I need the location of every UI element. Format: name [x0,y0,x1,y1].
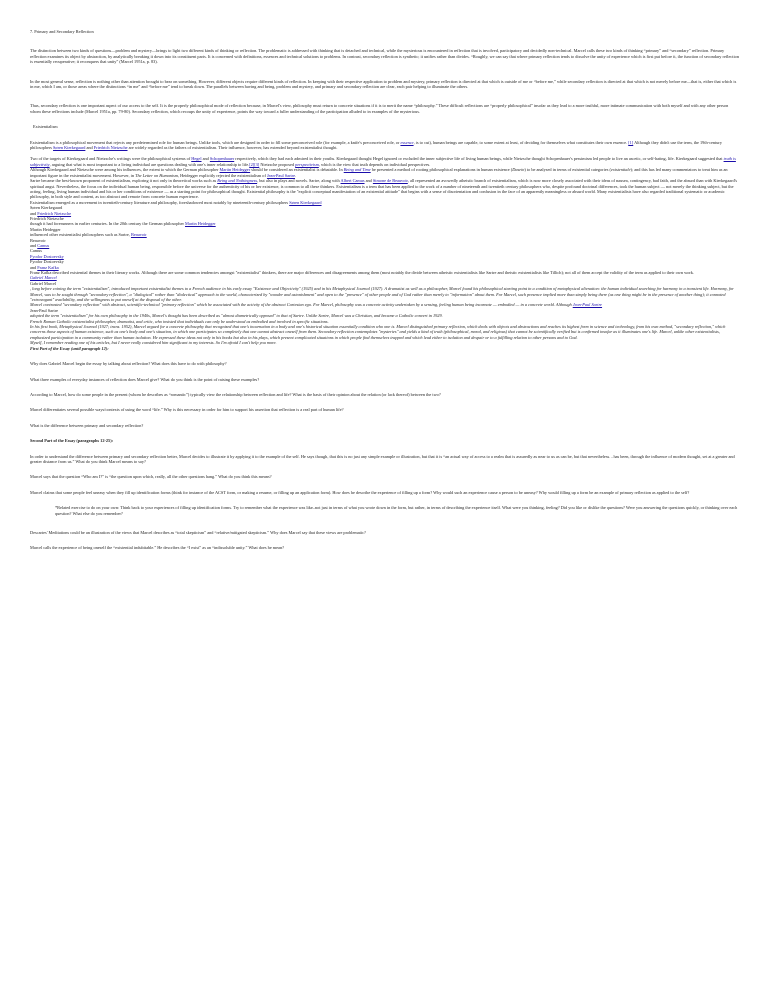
link-nietzsche[interactable]: Friedrich Nietzsche [93,145,128,151]
intro-paragraph-1: The distinction between two kinds of questions—problem and mystery—brings to light two different kinds of thinking or reflection. The problematic is addressed with thinking that is detached and technical, while the mysterious is encountered in reflection that is involved, participatory and decidedly non-technical. Marcel calls these two kinds of thinking “primary” and “secondary” reflection. Primary reflection examines its object by abstraction, by analytically breaking it down into its constituent parts. It is concerned with definitions, essences and technical solutions to problems. In contrast, secondary reflection is synthetic; it unifies rather than divides. “Roughly, we can say that where primary reflection tends to dissolve the unity of experience which is first put before it, the function of secondary reflection is essentially recuperative; it reconquers that unity” (Marcel 1951a, p. 83). [30,48,739,65]
link-truth-is-subjectivity[interactable]: truth is subjectivity [30,156,736,167]
text: Marcel contrasted "secondary reflection" with abstract, scientific-technical "primary reflection" which he associated with the activity of the abstract Cartesian ego. For Marcel, philosophy was a concrete activity undertaken by a sensing, feeling human being incarnate — embodied — in a concrete world. Although [30,302,573,308]
link-beauvoir-2[interactable]: Beauvoir [130,232,147,238]
text: and [201,156,210,162]
question: Why does Gabriel Marcel begin the essay by talking about reflection? What does this have to do with philosophy? [30,361,227,367]
text: , but also in plays and novels. Sartre, along with [257,178,341,184]
link-kafka[interactable]: Franz Kafka [37,264,59,270]
existentialism-paragraph-4 [30,178,740,200]
question: Marcel calls the experience of being oneself the “existential indubitable.” He describes the “I exist” as an “indissoluble unity.” What does he mean? [30,545,285,551]
text: are widely regarded as the fathers of existentialism. Their influence, however, has extended beyond existentialist thought. [127,145,338,151]
fragment-line: Søren Kierkegaard [30,205,63,211]
existentialism-paragraph-2 [30,156,740,167]
link-marcel[interactable]: Gabriel Marcel [30,275,57,281]
text: existentiale [610,167,631,173]
question: Marcel claims that some people feel uneasy when they fill up identification forms (think for instance of the ACST form, or making a resume, or filling up an application form). How does he describe the experience of filling up a form? Why would such an experience cause a person to be uneasy? Why would filling up a form be an example of primary reflection as applied to the self? [30,489,690,495]
text: Although they didn't use the term, the 19th-century philosophers [30,139,722,151]
text: and [364,178,373,184]
link-nietzsche-2[interactable]: Friedrich Nietzsche [37,210,72,216]
question: Descartes' Meditations could be an illustration of the views that Marcel describes as “total skepticism” and “relative/mitigated skepticism.” Why does Marcel say that these views are problematic? [30,529,366,535]
fragment-line: Beauvoir [30,237,46,243]
essay-part-2-title: Second Part of the Essay (paragraphs 12-25): [30,438,114,444]
link-essence[interactable]: essence [400,139,414,145]
existentialism-paragraph-1 [30,140,740,151]
footnote-link-2[interactable]: [2][3] [249,161,260,167]
question: According to Marcel, how do some people in the present (whom he describes as “romantic”) typically view the relationship between reflection and life? What is the basis of their opinion about the relation (or lack thereof) between the two? [30,391,441,397]
text: ); and this has led many commentators to treat him as an important figure in the existentialist movement. However, in [30,167,728,178]
text: should be considered an existentialist is debatable. In [250,167,344,173]
link-kierkegaard[interactable]: Søren Kierkegaard [53,145,86,151]
intro-paragraph-3: Thus, secondary reflection is one important aspect of our access to the self. It is the properly philosophical mode of reflection because, in Marcel's view, philosophy must return to concrete situations if it is to merit the name “philosophy.” These difficult reflections are “properly philosophical” insofar as they lead to a more truthful, more intimate communication with both myself and with any other person whom these reflections include (Marcel 1951a, pp. 79-80). Secondary reflection, which recoups the unity of experience, points the way toward a fuller understanding of the participation alluded to in examples of the mysterious. [30,103,729,114]
fragment-line: Martin Heidegger [30,226,61,232]
text: The Letter on Humanism [135,172,178,178]
link-sartre[interactable]: Jean-Paul Sartre [266,172,295,178]
intro-paragraph-2: In the most general sense, reflection is nothing other than attention brought to bear on something. However, different objects require different kinds of reflection. In keeping with their respective application to problem and mystery, primary reflection is directed at that which is outside of me or “before me,” while secondary reflection is directed at that which is not merely before me—that is, either that which is in me, which I am, or those areas where the distinctions “in me” and “before me” tend to break down. The parallels between having and being, problem and mystery, and primary and secondary reflection are clear, each pair helping to illuminate the others. [30,78,737,90]
link-camus[interactable]: Albert Camus [340,178,365,184]
fragment-line: Camus [30,248,42,254]
fragment-line: Friedrich Nietzsche [30,215,64,221]
text: and [30,242,38,248]
link-heidegger[interactable]: Martin Heidegger [219,167,251,173]
essay-part-1-title: First Part of the Essay (until paragraph 12): [30,345,109,351]
text: Although Kierkegaard and Nietzsche were among his influences, the extent to which the German philosopher [30,167,220,173]
link-schopenhauer[interactable]: Schopenhauer [209,156,235,162]
text: Existentialism is a philosophical movement that rejects any predetermined role for human beings. Unlike tools, which are designed in order to fill some preconceived role (for example, a knife's preconceived role, or [30,139,401,145]
text: . [295,172,297,178]
text: , Heidegger explicitly rejected the existentialism of [177,172,267,178]
text: and [30,210,38,216]
text: , which is the view that truth depends on individual perspectives. [318,161,431,167]
link-being-and-nothingness[interactable]: Being and Nothingness [217,178,258,184]
link-camus-2[interactable]: Camus [37,242,50,248]
existentialism-title: Existentialism [33,124,58,130]
text: respectively, which they had each admired in their youths. Kierkegaard thought Hegel ignored or excluded the inner subjective life of living human beings, while Nietzsche thought Schopenhauer's pessimism led people to live an ascetic, or self-hating, life. Kierkegaard suggested that [234,156,724,162]
text: Dasein [512,167,525,173]
link-hegel[interactable]: Hegel [191,156,202,162]
fragment-paragraph: In his first book, Metaphysical Journal (1927; trans. 1952), Marcel argued for a concrete philosophy that recognized that one's incarnation in a body and one's historical situation essentially condition who one is. Marcel distinguished primary reflection, which deals with objects and abstractions and reaches its highest form in science and technology, from his own method, "secondary reflection," which concerns those aspects of human existence, such as one's body and one's situation, in which one participates so completely that one cannot abstract oneself from them. Secondary reflection contemplates "mysteries" and yields a kind of truth (philosophical, moral, and religious) that cannot be scientifically verified but is confirmed insofar as it illuminates one's life. Marcel, unlike other existentialists, emphasized participation in a community rather than human isolation. He expressed these ideas not only in his books but also in his plays, which present complicated situations in which people find themselves trapped and which lead either to isolation and despair or to a fulfilling relation to other persons and to God. [30,324,726,340]
link-dostoevsky[interactable]: Fyodor Dostoevsky [30,253,64,259]
link-heidegger-2[interactable]: Martin Heidegger [185,221,216,227]
link-beauvoir[interactable]: Simone de Beauvoir [372,178,408,184]
fragment-paragraph: , long before coining the term "existentialism", introduced important existentialist themes to a French audience in his early essay "Existence and Objectivity" (1925) and in his Metaphysical Journal (1927). A dramatist as well as a philosopher, Marcel found his philosophical starting point in a condition of metaphysical alienation: the human individual searching for harmony in a transient life. Harmony, for Marcel, was to be sought through "secondary reflection", a "dialogical" rather than "dialectical" approach to the world, characterized by "wonder and astonishment" and open to the "presence" of other people and of God rather than merely to "information" about them. For Marcel, such presence implied more than simply being there (as one thing might be in the presence of another thing); it connoted "extravagant" availability, and the willingness to put oneself at the disposal of the other. [30,286,734,303]
text: , is to cut), human beings are capable, to some extent at least, of deciding for themselves what constitutes their own essence. [413,139,629,145]
related-exercise-note: *Related exercise to do on your own: Think back to your experiences of filling up identification forms. Try to remember what the experience was like–not just in terms of what you wrote down in the form, but rather, in terms of describing the experience itself. What were you thinking, feeling? Did you like or dislike the questions? Were you answering the questions quickly, or thinking over each question? What else do you remember? [55,505,738,516]
question: In order to understand the difference between primary and secondary reflection better, Marcel decides to illustrate it by applying it to the example of the self. He says though, that this is no just any simple example or illustration, but that it is “an actual way of access to a realm that is assuredly as near to us as can be, but that nevertheless…has been, through the influence of modern thought, set at a greater and greater distance from us.” What do you think Marcel means to say? [30,453,735,464]
text: Sartre became the best-known proponent of existentialism, exploring it not only in theoretical works such as [30,178,218,184]
fragment-line: Fyodor Dostoevsky [30,259,64,265]
fragment-line: Gabriel Marcel [30,280,57,286]
fragment-paragraph: French Roman Catholic existentialist philosopher, dramatist, and critic, who insisted that individuals can only be understood as embodied and involved in specific situations. [30,318,329,324]
fragment-line: Jean-Paul Sartre [30,307,59,313]
link-perspectivism[interactable]: perspectivism [295,161,319,167]
question: Marcel says that the question “Who am I?” is “the question upon which, really, all the other questions hang.” What do you think this means? [30,474,272,480]
link-kierkegaard-2[interactable]: Søren Kierkegaard [289,199,322,205]
footnote-link-1[interactable]: [1] [628,139,634,145]
fragment-paragraph: adopted the term "existentialism" for his own philosophy in the 1940s, Marcel's thought has been described as "almost diametrically opposed" to that of Sartre. Unlike Sartre, Marcel was a Christian, and became a Catholic convert in 1929. [30,313,443,319]
fragment-paragraph: Franz Kafka described existential themes in their literary works. Although there are some common tendencies amongst "existentialist" thinkers, there are major differences and disagreements among them (most notably the divide between atheistic existentialists like Sartre and theistic existentialists like Tillich); not all of them accept the validity of the term as applied to their own work. [30,270,695,275]
text: Existentialism emerged as a movement in twentieth-century literature and philosophy, foreshadowed most notably by nineteenth-century philosophers [30,199,290,205]
text: ) to be analysed in terms of existential categories ( [524,167,611,173]
question: What three examples of everyday instances of reflection does Marcel give? What do you think is the point of raising these examples? [30,376,260,382]
text: , arguing that what is most important to a living individual are questions dealing with one's inner relationship to life. [49,161,250,167]
question: Marcel differentiates several possible ways/contexts of using the word “life.” Why is this necessary in order for him to support his assertion that reflection is a real part of human life? [30,407,344,413]
link-being-and-time[interactable]: Being and Time [343,167,371,173]
text: and [30,264,38,270]
text: influenced other existentialist philosophers such as Sartre, [30,232,131,238]
text: , all represented an avowedly atheistic branch of existentialism, which is now more closely associated with their ideas of nausea, contingency, bad faith, and the absurd than with Kierkegaard's spiritual angst. Nevertheless, the focus on the individual human being, responsible before the universe for the authenticity of his or her existence, is common to all these thinkers. Existentialism is a term that has been applied to the work of a number of nineteenth and twentieth century philosophers who, despite profound doctrinal differences, took the human subject — not merely the thinking subject, but the acting, feeling, living human individual and his or her conditions of existence — as a starting point for philosophical thought. Existential philosophy is the "explicit conceptual manifestation of an existential attitude" that begins with a sense of disorientation and confusion in the face of an apparently meaningless or absurd world. Many existentialists have also regarded traditional systematic or academic philosophy, in both style and content, as too abstract and remote from concrete human experience. [30,178,738,200]
text: Nietzsche proposed [259,161,296,167]
link-sartre-2[interactable]: Jean-Paul Sartre [572,302,603,308]
text: he presented a method of rooting philosophical explanations in human existence ( [370,167,513,173]
text: though it had forerunners in earlier centuries. In the 20th century the German philosopher [30,221,185,227]
section-heading: 7. Primary and Secondary Reflection [30,29,94,34]
fragment-line: Myself, I remember reading one of his articles, but I never really considered him significant to my interests. So I'm afraid I can't help you more. [30,340,277,346]
question: What is the difference between primary and secondary reflection? [30,422,144,428]
text: Two of the targets of Kierkegaard and Nietzsche's writings were the philosophical systems of [30,156,192,162]
existentialism-paragraph-3 [30,167,740,178]
text: and [85,145,94,151]
